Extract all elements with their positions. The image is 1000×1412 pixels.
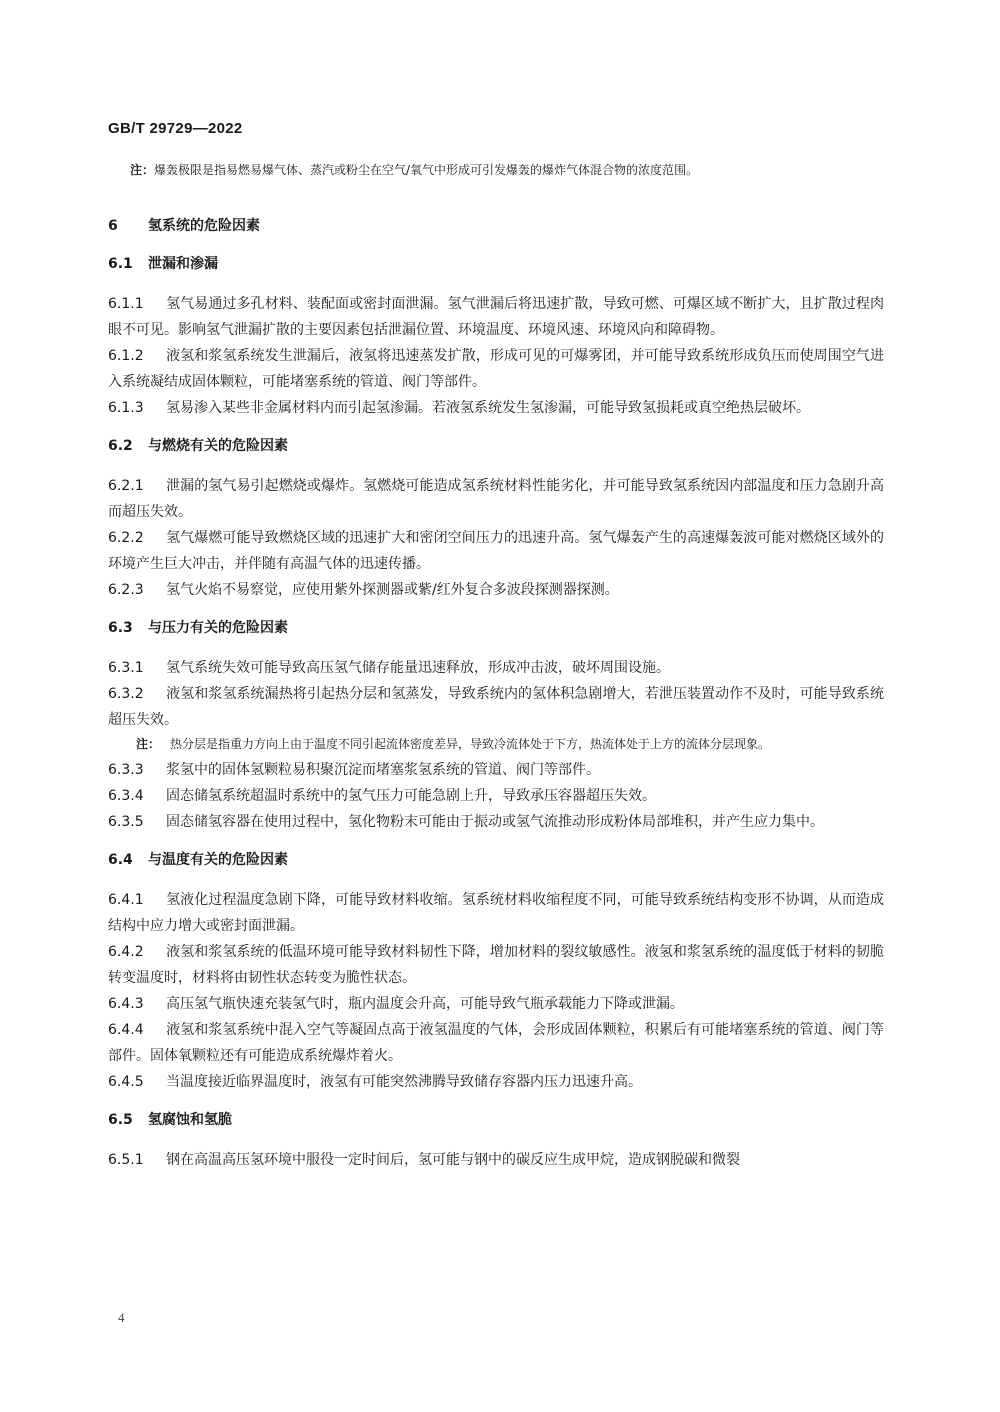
clause-number: 6.3.1: [108, 660, 144, 676]
section-heading-6-4: [108, 849, 884, 871]
clause-text: 固态储氢容器在使用过程中，氢化物粉末可能由于振动或氢气流推动形成粉体局部堆积，并产生应力集中。: [166, 814, 824, 830]
clause-text: 液氢和浆氢系统发生泄漏后，液氢将迅速蒸发扩散，形成可见的可爆雾团，并可能导致系统形成负压而使周围空气进入系统凝结成固体颗粒，可能堵塞系统的管道、阀门等部件。: [108, 348, 884, 390]
clause-text: 高压氢气瓶快速充装氢气时，瓶内温度会升高，可能导致气瓶承载能力下降或泄漏。: [166, 996, 684, 1012]
section-title: 与燃烧有关的危险因素: [148, 438, 288, 454]
section-number: 6.1: [108, 256, 133, 272]
thermal-stratification-note: [108, 733, 884, 755]
note-text: 热分层是指重力方向上由于温度不同引起流体密度差异，导致冷流体处于下方，热流体处于上方的流体分层现象。: [170, 737, 771, 751]
clause-text: 氢气爆燃可能导致燃烧区域的迅速扩大和密闭空间压力的迅速升高。氢气爆轰产生的高速爆轰波可能对燃烧区域外的环境产生巨大冲击，并伴随有高温气体的迅速传播。: [108, 530, 884, 572]
clause-6-5-1: [108, 1147, 884, 1173]
standard-code: GB/T 29729—2022: [108, 120, 243, 137]
clause-text: 钢在高温高压氢环境中服役一定时间后，氢可能与钢中的碳反应生成甲烷，造成钢脱碳和微裂: [166, 1152, 740, 1168]
section-number: 6.3: [108, 620, 133, 636]
clause-6-4-5: [108, 1069, 884, 1095]
clause-number: 6.2.2: [108, 530, 144, 546]
clause-number: 6.1.2: [108, 348, 144, 364]
clause-text: 当温度接近临界温度时，液氢有可能突然沸腾导致储存容器内压力迅速升高。: [166, 1074, 642, 1090]
clause-text: 氢气火焰不易察觉，应使用紫外探测器或紫/红外复合多波段探测器探测。: [166, 582, 619, 598]
clause-6-2-3: [108, 577, 884, 603]
clause-6-2-1: [108, 473, 884, 525]
clause-number: 6.3.2: [108, 686, 144, 702]
clause-6-3-1: [108, 655, 884, 681]
clause-6-3-5: [108, 809, 884, 835]
clause-text: 固态储氢系统超温时系统中的氢气压力可能急剧上升，导致承压容器超压失效。: [166, 788, 656, 804]
clause-number: 6.1.1: [108, 296, 144, 312]
clause-number: 6.4.5: [108, 1074, 144, 1090]
note-label: 注：: [136, 737, 161, 751]
clause-6-3-2: [108, 681, 884, 733]
clause-6-1-3: [108, 395, 884, 421]
section-title: 与温度有关的危险因素: [148, 852, 288, 868]
section-heading-6-3: [108, 617, 884, 639]
clause-text: 液氢和浆氢系统的低温环境可能导致材料韧性下降，增加材料的裂纹敏感性。液氢和浆氢系统的温度低于材料的韧脆转变温度时，材料将由韧性状态转变为脆性状态。: [108, 944, 884, 986]
clause-number: 6.4.1: [108, 892, 144, 908]
clause-6-2-2: [108, 525, 884, 577]
clause-6-3-3: [108, 757, 884, 783]
clause-number: 6.2.3: [108, 582, 144, 598]
clause-6-3-4: [108, 783, 884, 809]
clause-6-4-3: [108, 991, 884, 1017]
section-number: 6.2: [108, 438, 133, 454]
clause-6-1-2: [108, 343, 884, 395]
clause-6-1-1: [108, 291, 884, 343]
clause-6-4-4: [108, 1017, 884, 1069]
note-text: 爆轰极限是指易燃易爆气体、蒸汽或粉尘在空气/氧气中形成可引发爆轰的爆炸气体混合物的浓度范围。: [154, 163, 699, 177]
clause-number: 6.4.3: [108, 996, 144, 1012]
clause-number: 6.2.1: [108, 478, 144, 494]
section-heading-6-1: [108, 253, 884, 275]
clause-number: 6.4.4: [108, 1022, 144, 1038]
chapter-heading: [108, 215, 884, 237]
page-number: 4: [118, 1310, 125, 1325]
clause-number: 6.4.2: [108, 944, 144, 960]
clause-text: 浆氢中的固体氢颗粒易积聚沉淀而堵塞浆氢系统的管道、阀门等部件。: [166, 762, 600, 778]
clause-text: 液氢和浆氢系统漏热将引起热分层和氢蒸发，导致系统内的氢体积急剧增大，若泄压装置动作不及时，可能导致系统超压失效。: [108, 686, 884, 728]
clause-text: 氢气易通过多孔材料、装配面或密封面泄漏。氢气泄漏后将迅速扩散，导致可燃、可爆区域不断扩大，且扩散过程肉眼不可见。影响氢气泄漏扩散的主要因素包括泄漏位置、环境温度、环境风速、环境风向和障碍物。: [108, 296, 884, 338]
clause-number: 6.1.3: [108, 400, 144, 416]
explosion-limit-note: [108, 160, 884, 180]
clause-number: 6.3.4: [108, 788, 144, 804]
clause-number: 6.5.1: [108, 1152, 144, 1168]
page-content: [108, 160, 884, 1173]
note-label: 注：: [130, 163, 155, 177]
clause-number: 6.3.3: [108, 762, 144, 778]
clause-text: 液氢和浆氢系统中混入空气等凝固点高于液氢温度的气体，会形成固体颗粒，积累后有可能堵塞系统的管道、阀门等部件。固体氧颗粒还有可能造成系统爆炸着火。: [108, 1022, 884, 1064]
clause-6-4-2: [108, 939, 884, 991]
section-heading-6-2: [108, 435, 884, 457]
section-heading-6-5: [108, 1109, 884, 1131]
section-number: 6.4: [108, 852, 133, 868]
clause-text: 氢易渗入某些非金属材料内而引起氢渗漏。若液氢系统发生氢渗漏，可能导致氢损耗或真空绝热层破坏。: [166, 400, 810, 416]
clause-text: 氢气系统失效可能导致高压氢气储存能量迅速释放，形成冲击波，破坏周围设施。: [166, 660, 670, 676]
chapter-title: 氢系统的危险因素: [148, 218, 260, 234]
section-title: 氢腐蚀和氢脆: [148, 1112, 232, 1128]
section-title: 与压力有关的危险因素: [148, 620, 288, 636]
clause-6-4-1: [108, 887, 884, 939]
clause-text: 泄漏的氢气易引起燃烧或爆炸。氢燃烧可能造成氢系统材料性能劣化，并可能导致氢系统因内部温度和压力急剧升高而超压失效。: [108, 478, 884, 520]
section-title: 泄漏和渗漏: [148, 256, 218, 272]
clause-number: 6.3.5: [108, 814, 144, 830]
chapter-number: 6: [108, 218, 118, 234]
clause-text: 氢液化过程温度急剧下降，可能导致材料收缩。氢系统材料收缩程度不同，可能导致系统结构变形不协调，从而造成结构中应力增大或密封面泄漏。: [108, 892, 884, 934]
section-number: 6.5: [108, 1112, 133, 1128]
